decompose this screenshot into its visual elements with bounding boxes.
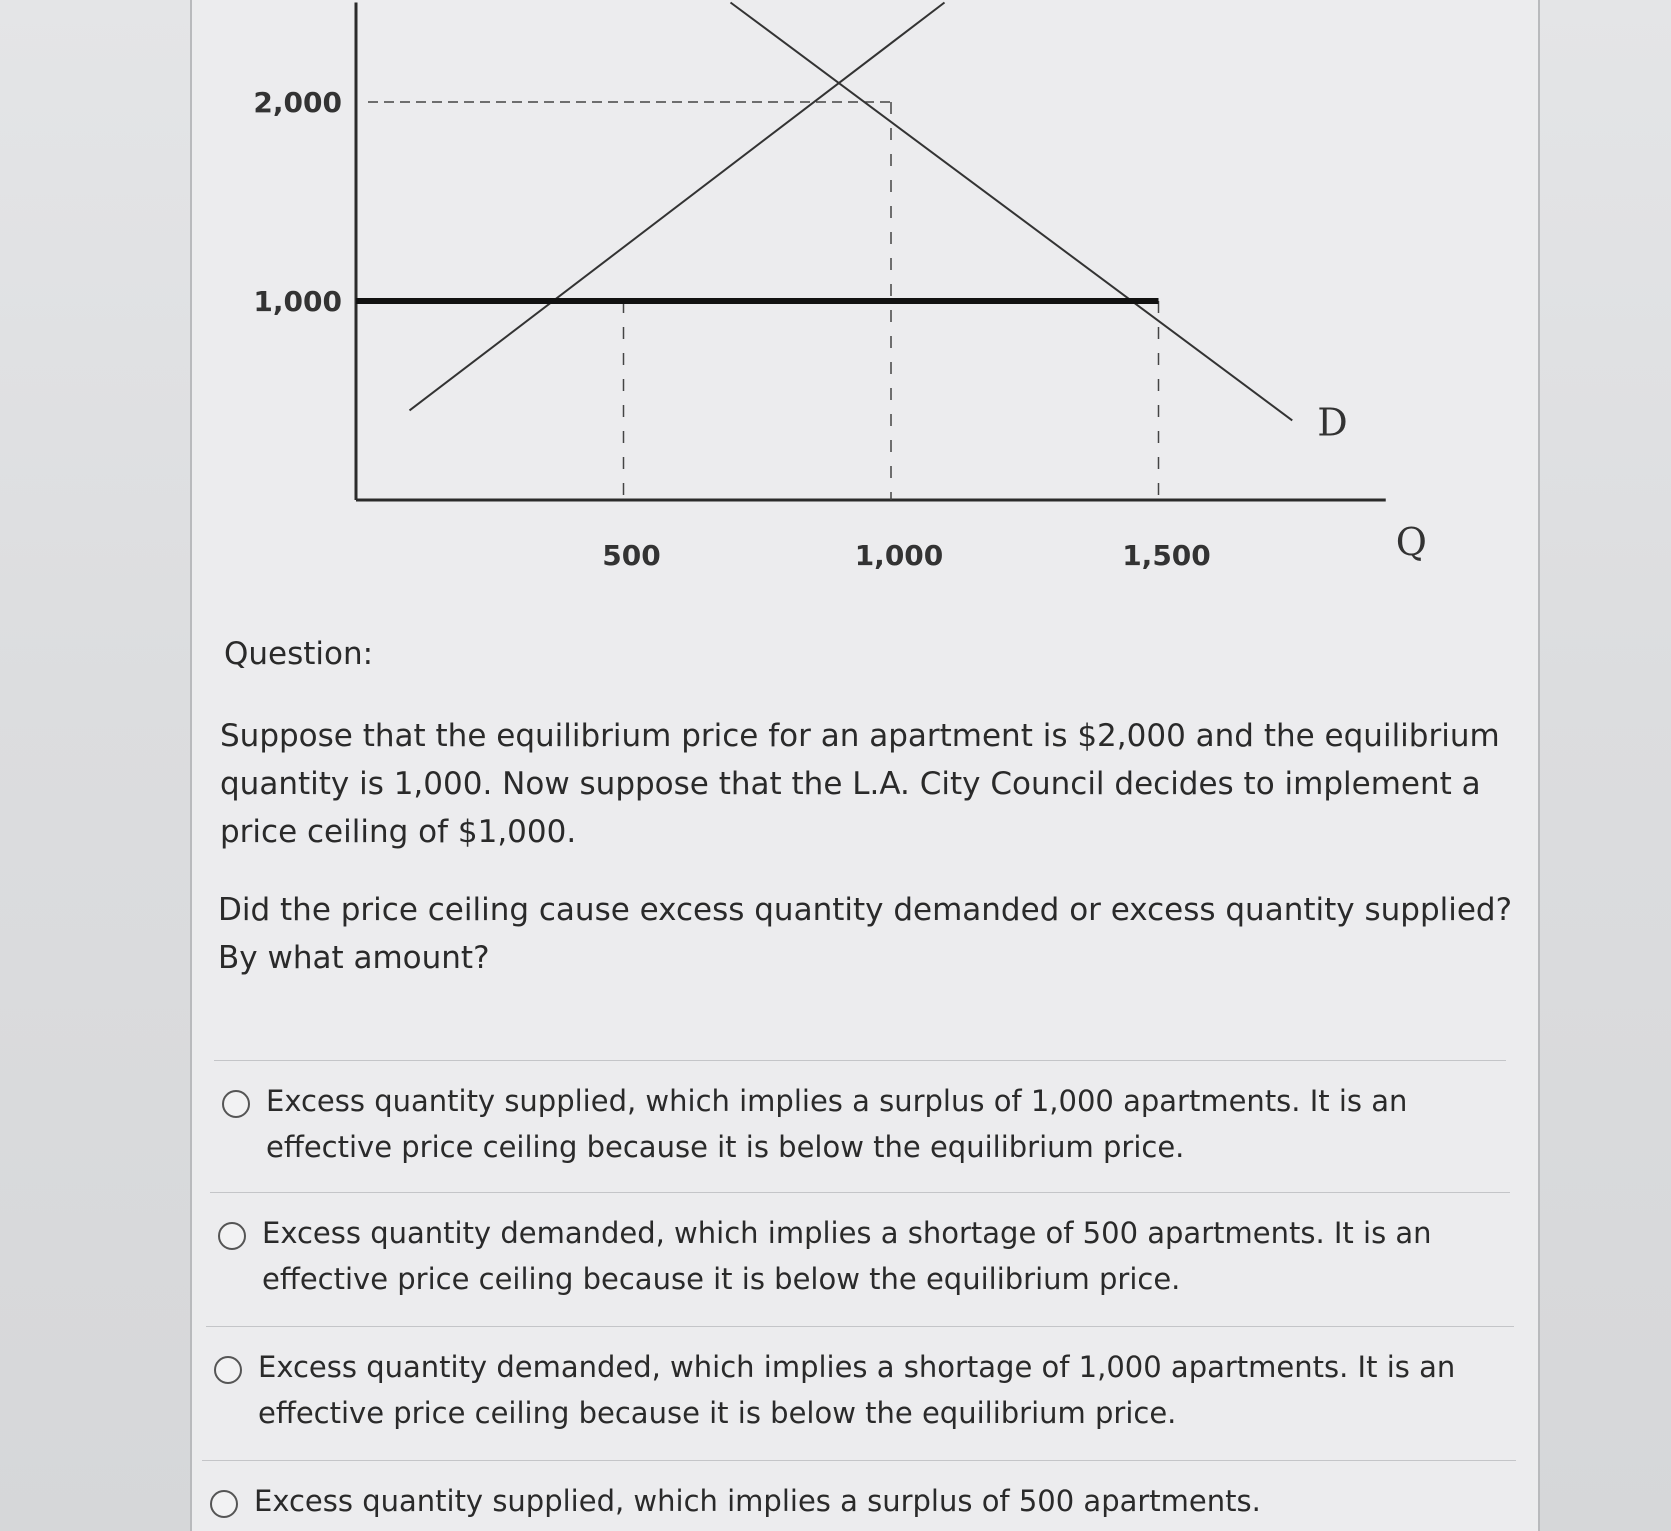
answer-option-1[interactable] [222,1078,1512,1170]
supply-curve [410,3,945,411]
divider [214,1060,1506,1061]
answer-option-2[interactable] [218,1210,1508,1302]
divider [210,1192,1510,1193]
supply-demand-chart [0,0,1671,600]
answer-option-4[interactable] [210,1478,1500,1524]
option-label: Excess quantity demanded, which implies a shortage of 1,000 apartments. It is an effective price ceiling because it is below the equilibrium price. [258,1350,1456,1430]
demand-curve [731,3,1293,421]
x-tick-label: 1,000 [854,539,944,572]
radio-button[interactable] [218,1222,246,1250]
question-sub: Did the price ceiling cause excess quantity demanded or excess quantity supplied? By what amount? [218,892,1513,976]
radio-button[interactable] [214,1356,242,1384]
divider [202,1460,1516,1461]
demand-label: D [1317,400,1348,445]
divider [206,1326,1514,1327]
x-axis-label: Q [1395,520,1427,564]
option-label: Excess quantity supplied, which implies a surplus of 500 apartments. [254,1484,1261,1518]
y-tick-label: 1,000 [253,285,342,318]
x-tick-label: 1,500 [1122,539,1211,572]
answer-option-3[interactable] [214,1344,1504,1436]
option-label: Excess quantity supplied, which implies a surplus of 1,000 apartments. It is an effective price ceiling because it is below the equilibrium price. [266,1084,1408,1164]
y-tick-label: 2,000 [253,86,342,119]
option-label: Excess quantity demanded, which implies a shortage of 500 apartments. It is an effective price ceiling because it is below the equilibrium price. [262,1216,1432,1296]
x-tick-label: 500 [602,539,661,572]
question-text: Suppose that the equilibrium price for an apartment is $2,000 and the equilibrium quantity is 1,000. Now suppose that the L.A. City Council decides to implement a price ceiling of $1,000. [220,718,1500,850]
question-heading: Question: [224,636,374,672]
radio-button[interactable] [210,1490,238,1518]
radio-button[interactable] [222,1090,250,1118]
